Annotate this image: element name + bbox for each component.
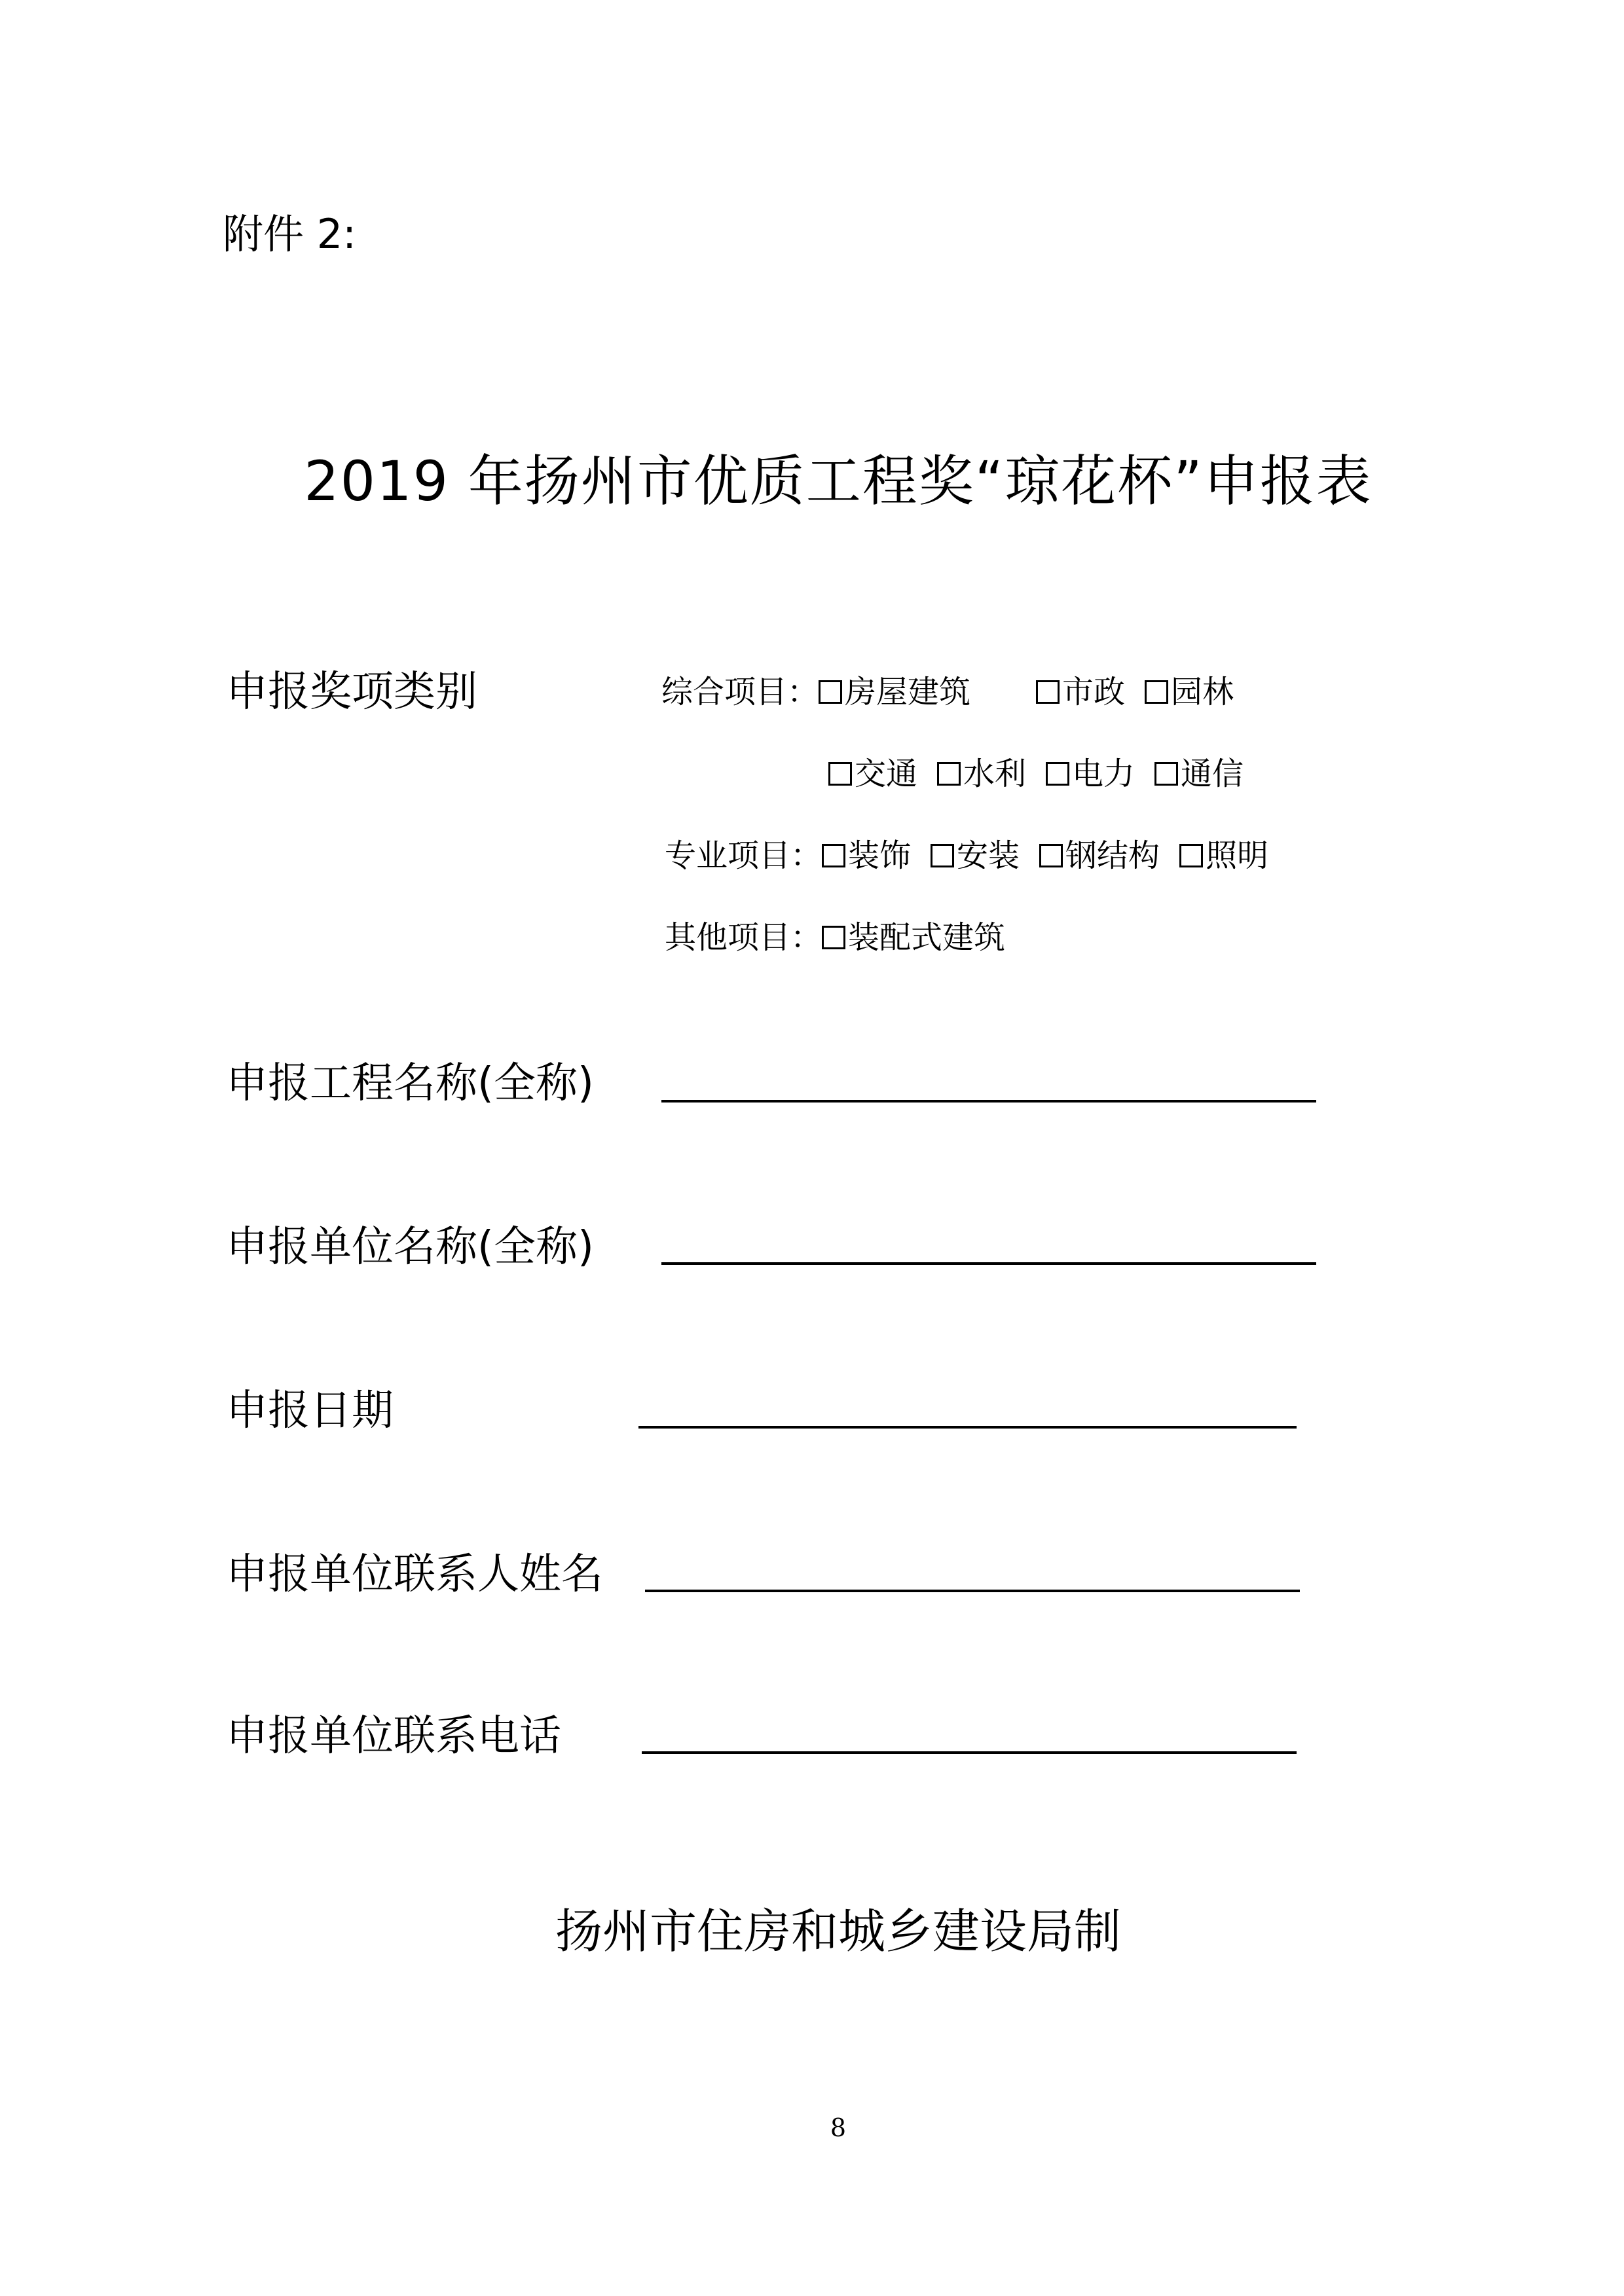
option-lighting[interactable] (1179, 835, 1268, 877)
option-water[interactable] (937, 753, 1026, 795)
checkbox[interactable] (1179, 844, 1203, 867)
option-row-special (665, 835, 1288, 877)
group-label-other: 其他项目： (665, 919, 822, 956)
page-number: 8 (830, 2113, 847, 2142)
option-landscape[interactable] (1145, 671, 1234, 713)
unit-name-field[interactable] (661, 1262, 1316, 1265)
checkbox[interactable] (1046, 762, 1069, 786)
checkbox[interactable] (1154, 762, 1178, 786)
project-name-label: 申报工程名称(全称) (226, 1059, 594, 1108)
option-label: 通信 (1181, 756, 1244, 792)
option-telecom[interactable] (1154, 753, 1244, 795)
contact-phone-label: 申报单位联系电话 (226, 1712, 561, 1760)
option-label: 交通 (855, 756, 918, 792)
project-name-field[interactable] (661, 1100, 1316, 1102)
option-row-general-2 (828, 753, 1263, 795)
option-prefab[interactable] (822, 917, 1005, 958)
checkbox[interactable] (931, 844, 954, 867)
checkbox[interactable] (822, 926, 845, 949)
option-label: 照明 (1206, 837, 1269, 874)
option-label: 水利 (963, 756, 1027, 792)
form-title: 2019 年扬州市优质工程奖“琼花杯”申报表 (304, 449, 1373, 513)
group-label-general: 综合项目： (661, 674, 819, 710)
option-label: 安装 (957, 837, 1020, 874)
option-label: 房屋建筑 (845, 674, 971, 710)
option-building[interactable] (819, 671, 970, 713)
checkbox[interactable] (1036, 680, 1060, 704)
option-installation[interactable] (931, 835, 1020, 877)
option-row-other (665, 917, 1025, 958)
checkbox[interactable] (1145, 680, 1168, 704)
option-decoration[interactable] (822, 835, 911, 877)
option-municipal[interactable] (1036, 671, 1125, 713)
option-label: 装饰 (848, 837, 912, 874)
date-label: 申报日期 (226, 1387, 394, 1435)
option-label: 市政 (1062, 674, 1126, 710)
option-label: 园林 (1171, 674, 1234, 710)
contact-name-field[interactable] (645, 1590, 1300, 1592)
contact-phone-field[interactable] (642, 1751, 1297, 1754)
unit-name-label: 申报单位名称(全称) (226, 1223, 594, 1271)
option-label: 电力 (1072, 756, 1135, 792)
date-field[interactable] (638, 1426, 1297, 1429)
attachment-label: 附件 2: (223, 210, 357, 258)
checkbox[interactable] (828, 762, 852, 786)
checkbox[interactable] (819, 680, 842, 704)
option-power[interactable] (1046, 753, 1135, 795)
option-traffic[interactable] (828, 753, 917, 795)
group-label-special: 专业项目： (665, 837, 822, 874)
option-label: 装配式建筑 (848, 919, 1006, 956)
option-row-general (661, 671, 1253, 713)
issuing-organization: 扬州市住房和城乡建设局制 (555, 1904, 1121, 1959)
checkbox[interactable] (937, 762, 961, 786)
contact-name-label: 申报单位联系人姓名 (226, 1550, 603, 1599)
option-label: 钢结构 (1065, 837, 1160, 874)
option-steel[interactable] (1039, 835, 1160, 877)
checkbox[interactable] (822, 844, 845, 867)
award-category-label: 申报奖项类别 (226, 668, 477, 716)
checkbox[interactable] (1039, 844, 1063, 867)
